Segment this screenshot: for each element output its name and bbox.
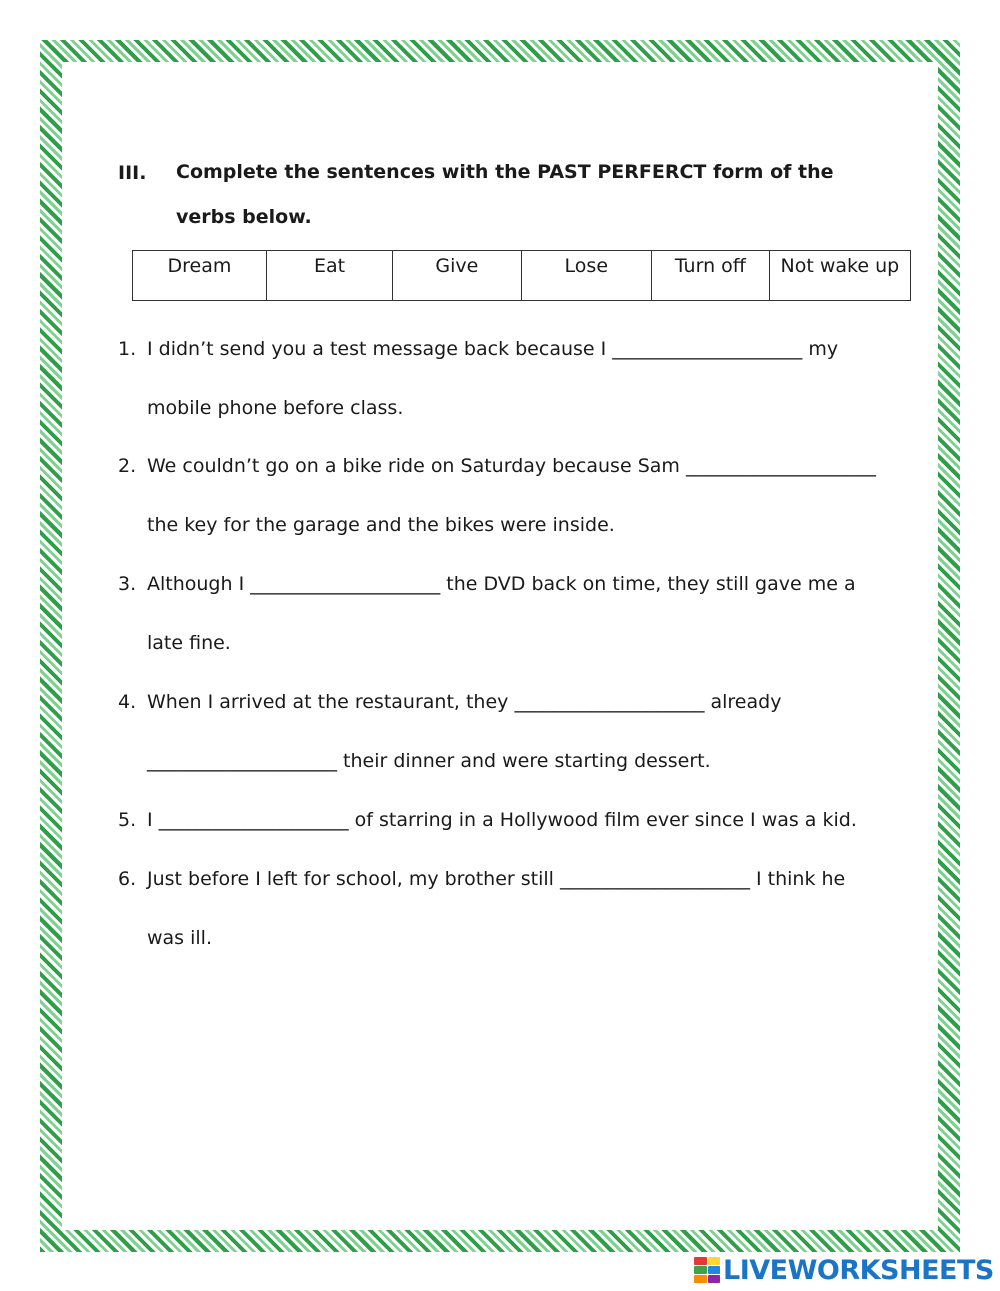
question-line: was ill.: [147, 927, 212, 949]
question-number: 1.: [118, 338, 137, 360]
logo-block: [708, 1266, 721, 1274]
question-line: Just before I left for school, my brother still ____________________ I think he: [147, 868, 846, 890]
logo-block: [694, 1257, 707, 1265]
question-line: When I arrived at the restaurant, they ____________________ already: [147, 691, 782, 713]
question-6: [118, 850, 918, 968]
question-1: [118, 320, 918, 438]
question-line: Although I ____________________ the DVD back on time, they still gave me a: [147, 573, 856, 595]
verb-cell: Eat: [266, 251, 392, 301]
question-line: We couldn’t go on a bike ride on Saturday because Sam ____________________: [147, 455, 876, 477]
section-instructions: Complete the sentences with the PAST PERFERCT form of the verbs below.: [176, 161, 834, 228]
logo-block: [694, 1266, 707, 1274]
logo-block: [694, 1275, 707, 1283]
question-line: the key for the garage and the bikes were inside.: [147, 514, 615, 536]
logo-block: [708, 1257, 721, 1265]
question-4: [118, 673, 918, 791]
verb-cell: Turn off: [652, 251, 770, 301]
liveworksheets-logo: [694, 1255, 994, 1285]
question-line: late fine.: [147, 632, 231, 654]
question-line: I ____________________ of starring in a Hollywood film ever since I was a kid.: [147, 809, 857, 831]
verb-row: [133, 251, 911, 301]
question-number: 5.: [118, 809, 137, 831]
verb-cell: Lose: [521, 251, 651, 301]
question-number: 2.: [118, 455, 137, 477]
verb-cell: Dream: [133, 251, 267, 301]
question-2: [118, 437, 918, 555]
question-3: [118, 555, 918, 673]
verb-cell: Give: [393, 251, 521, 301]
section-number: III.: [118, 162, 147, 184]
question-number: 6.: [118, 868, 137, 890]
question-5: [118, 791, 918, 850]
question-line: mobile phone before class.: [147, 397, 404, 419]
question-line: ____________________ their dinner and were starting dessert.: [147, 750, 711, 772]
verb-cell: Not wake up: [769, 251, 910, 301]
question-number: 3.: [118, 573, 137, 595]
logo-block: [708, 1275, 721, 1283]
question-number: 4.: [118, 691, 137, 713]
logo-text: LIVEWORKSHEETS: [723, 1254, 994, 1286]
question-line: I didn’t send you a test message back because I ____________________ my: [147, 338, 839, 360]
logo-icon: [694, 1257, 720, 1283]
verb-box: [132, 250, 911, 301]
